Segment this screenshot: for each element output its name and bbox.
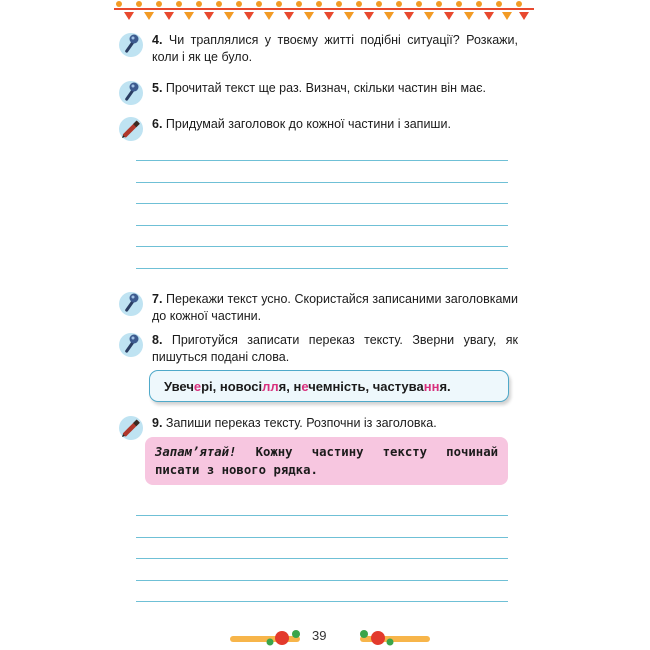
task-7: [118, 291, 518, 325]
word-part: чемність,: [308, 379, 373, 394]
remember-box: [145, 437, 508, 485]
task-9: [118, 415, 518, 432]
word-highlight: е: [193, 379, 202, 394]
task-body: Чи траплялися у твоєму житті подібні ситуації? Розкажи, коли і як це було.: [152, 33, 518, 64]
writing-lines[interactable]: [136, 160, 508, 289]
task-body: Прочитай текст ще раз. Визнач, скільки частин він має.: [165, 81, 486, 95]
word-highlight: е: [301, 379, 309, 394]
microphone-icon: [118, 32, 144, 58]
pen-icon: [118, 116, 144, 142]
task-6: [118, 116, 518, 133]
word-part: веч: [171, 379, 194, 394]
footer-ornament: [230, 624, 430, 650]
word-part: н: [293, 379, 302, 394]
task-number: 8.: [152, 333, 163, 347]
task-4: [118, 32, 518, 66]
task-body: Придумай заголовок до кожної частини і запиши.: [165, 117, 451, 131]
task-body: Запиши переказ тексту. Розпочни із заголовка.: [165, 416, 437, 430]
word-part: рі,: [201, 379, 220, 394]
word-part: я.: [439, 379, 451, 394]
top-ornament: [114, 0, 534, 24]
task-number: 5.: [152, 81, 163, 95]
task-text: [152, 291, 518, 325]
task-text: [152, 415, 518, 432]
remember-title: Запам’ятай!: [155, 445, 237, 459]
task-text: [152, 332, 518, 366]
task-body: Перекажи текст усно. Скористайся записаними заголовками до кожної частини.: [152, 292, 518, 323]
word-part: новосі: [219, 379, 263, 394]
task-5: [118, 80, 518, 97]
page-number: 39: [312, 628, 327, 643]
word-letter: У: [164, 379, 172, 394]
word-part: частува: [372, 379, 424, 394]
microphone-icon: [118, 332, 144, 358]
task-number: 9.: [152, 416, 163, 430]
task-number: 7.: [152, 292, 163, 306]
task-number: 4.: [152, 33, 163, 47]
task-body: Приготуйся записати переказ тексту. Зверни увагу, як пишуться подані слова.: [152, 333, 518, 364]
task-number: 6.: [152, 117, 163, 131]
task-text: [152, 116, 518, 133]
word-part: я,: [278, 379, 294, 394]
microphone-icon: [118, 80, 144, 106]
task-text: [152, 80, 518, 97]
writing-lines[interactable]: [136, 515, 508, 623]
word-highlight: лл: [262, 379, 279, 394]
task-text: [152, 32, 518, 66]
pen-icon: [118, 415, 144, 441]
microphone-icon: [118, 291, 144, 317]
words-box: [149, 370, 509, 402]
remember-text: Кожну частину тексту починай писати з нового рядка.: [155, 445, 499, 477]
word-highlight: нн: [423, 379, 440, 394]
task-8: [118, 332, 518, 366]
